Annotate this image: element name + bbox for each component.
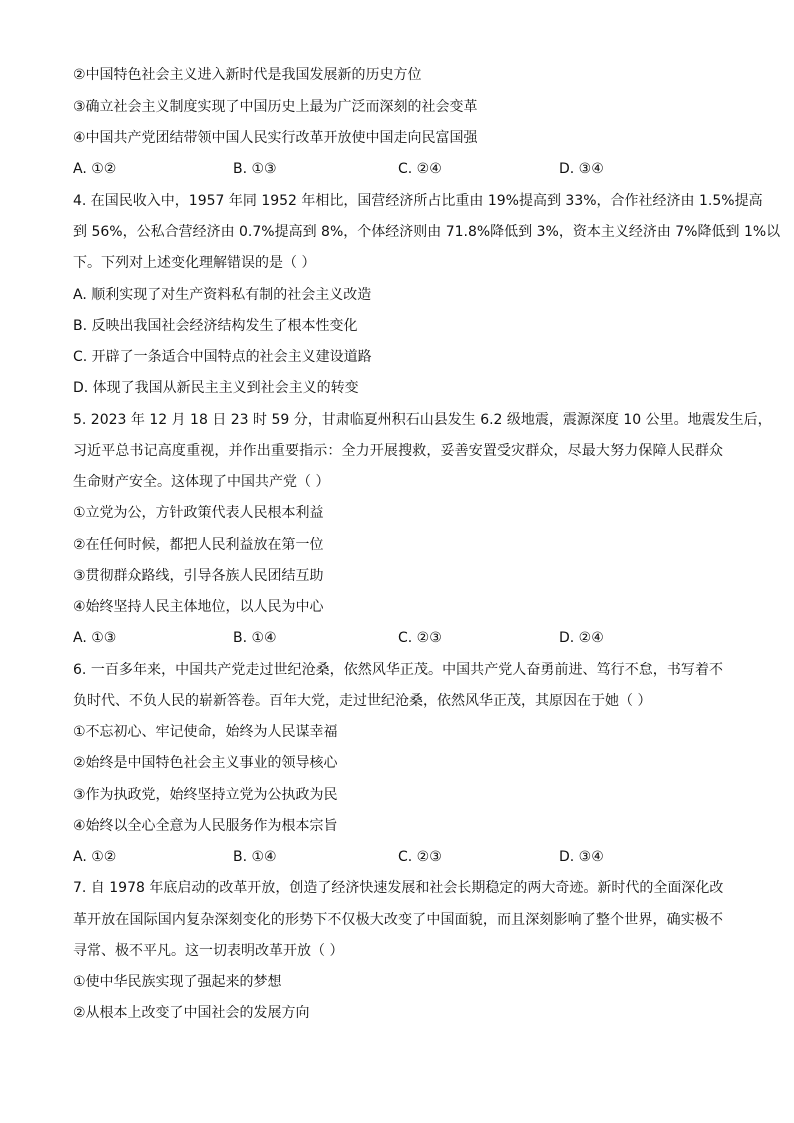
q6-statement-1: ①不忘初心、牢记使命，始终为人民谋幸福 [73, 724, 338, 740]
q4-stem-line-1: 4. 在国民收入中，1957 年同 1952 年相比，国营经济所占比重由 19%提高到 33%，合作社经济由 1.5%提高 [73, 193, 763, 209]
q5-option-b[interactable]: B. ①④ [233, 630, 277, 646]
q6-option-c[interactable]: C. ②③ [398, 849, 442, 865]
q3-statement-2: ②中国特色社会主义进入新时代是我国发展新的历史方位 [73, 67, 422, 83]
q5-stem-line-1: 5. 2023 年 12 月 18 日 23 时 59 分，甘肃临夏州积石山县发生 6.2 级地震，震源深度 10 公里。地震发生后， [73, 412, 772, 428]
q4-stem-line-3: 下。下列对上述变化理解错误的是（ ） [73, 255, 316, 271]
q4-choice-c[interactable]: C. 开辟了一条适合中国特点的社会主义建设道路 [73, 349, 372, 365]
q6-statement-2: ②始终是中国特色社会主义事业的领导核心 [73, 755, 338, 771]
q6-option-a[interactable]: A. ①② [73, 849, 117, 865]
q5-option-a[interactable]: A. ①③ [73, 630, 117, 646]
q5-option-d[interactable]: D. ②④ [559, 630, 604, 646]
q3-option-c[interactable]: C. ②④ [398, 161, 442, 177]
q6-stem-line-2: 负时代、不负人民的崭新答卷。百年大党，走过世纪沧桑，依然风华正茂，其原因在于她（ ） [73, 693, 652, 709]
q3-options [73, 159, 733, 179]
q3-option-a[interactable]: A. ①② [73, 161, 117, 177]
q7-stem-line-2: 革开放在国际国内复杂深刻变化的形势下不仅极大改变了中国面貌，而且深刻影响了整个世界，确实极不 [73, 912, 723, 928]
q5-option-c[interactable]: C. ②③ [398, 630, 442, 646]
q6-option-b[interactable]: B. ①④ [233, 849, 277, 865]
q5-statement-2: ②在任何时候，都把人民利益放在第一位 [73, 537, 324, 553]
q4-choice-a[interactable]: A. 顺利实现了对生产资料私有制的社会主义改造 [73, 287, 372, 303]
q7-stem-line-1: 7. 自 1978 年底启动的改革开放，创造了经济快速发展和社会长期稳定的两大奇迹。新时代的全面深化改 [73, 880, 724, 896]
q6-options [73, 847, 733, 867]
q3-statement-3: ③确立社会主义制度实现了中国历史上最为广泛而深刻的社会变革 [73, 99, 478, 115]
q5-statement-1: ①立党为公，方针政策代表人民根本利益 [73, 505, 324, 521]
q6-statement-3: ③作为执政党，始终坚持立党为公执政为民 [73, 787, 338, 803]
q7-stem-line-3: 寻常、极不平凡。这一切表明改革开放（ ） [73, 943, 344, 959]
q6-option-d[interactable]: D. ③④ [559, 849, 604, 865]
q7-statement-1: ①使中华民族实现了强起来的梦想 [73, 974, 282, 990]
q3-statement-4: ④中国共产党团结带领中国人民实行改革开放使中国走向民富国强 [73, 130, 478, 146]
q4-choice-b[interactable]: B. 反映出我国社会经济结构发生了根本性变化 [73, 318, 358, 334]
q3-option-d[interactable]: D. ③④ [559, 161, 604, 177]
q5-options [73, 628, 733, 648]
q4-choice-d[interactable]: D. 体现了我国从新民主主义到社会主义的转变 [73, 380, 359, 396]
q5-stem-line-2: 习近平总书记高度重视，并作出重要指示：全力开展搜救，妥善安置受灾群众，尽最大努力保障人民群众 [73, 443, 723, 459]
q6-stem-line-1: 6. 一百多年来，中国共产党走过世纪沧桑，依然风华正茂。中国共产党人奋勇前进、笃行不怠，书写着不 [73, 662, 723, 678]
q3-option-b[interactable]: B. ①③ [233, 161, 277, 177]
q7-statement-2: ②从根本上改变了中国社会的发展方向 [73, 1005, 310, 1021]
q5-statement-4: ④始终坚持人民主体地位，以人民为中心 [73, 599, 324, 615]
q5-statement-3: ③贯彻群众路线，引导各族人民团结互助 [73, 568, 324, 584]
q5-stem-line-3: 生命财产安全。这体现了中国共产党（ ） [73, 474, 330, 490]
q6-statement-4: ④始终以全心全意为人民服务作为根本宗旨 [73, 818, 338, 834]
q4-stem-line-2: 到 56%，公私合营经济由 0.7%提高到 8%，个体经济则由 71.8%降低到 3%，资本主义经济由 7%降低到 1%以 [73, 224, 781, 240]
